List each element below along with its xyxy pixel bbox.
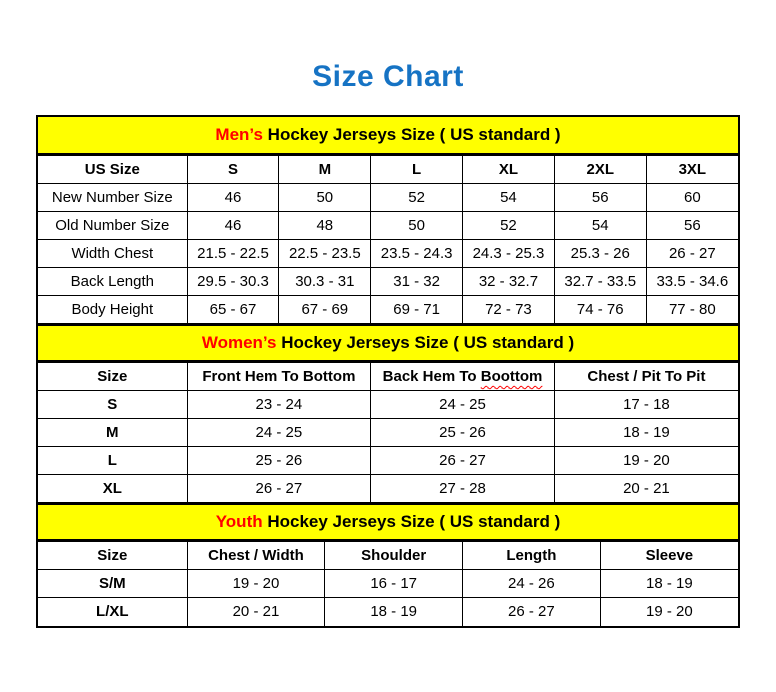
column-header: M: [279, 156, 371, 184]
column-header: Chest / Pit To Pit: [554, 363, 738, 391]
table-row: [38, 598, 738, 626]
mens-section: [38, 117, 738, 324]
column-header: Shoulder: [325, 542, 463, 570]
table-row: [38, 268, 738, 296]
row-label: New Number Size: [38, 184, 187, 212]
youth-section-header-highlight: Youth: [215, 512, 263, 531]
column-header: Back Hem To Boottom: [371, 363, 555, 391]
size-value: 22.5 - 23.5: [279, 240, 371, 268]
row-label: M: [38, 419, 187, 447]
size-value: 30.3 - 31: [279, 268, 371, 296]
column-header: Size: [38, 363, 187, 391]
size-value: 19 - 20: [554, 447, 738, 475]
table-row: [38, 296, 738, 324]
size-value: 26 - 27: [187, 475, 371, 503]
table-row: [38, 240, 738, 268]
mens-size-table: [38, 155, 738, 324]
size-value: 26 - 27: [646, 240, 738, 268]
size-value: 60: [646, 184, 738, 212]
size-value: 46: [187, 184, 279, 212]
size-value: 31 - 32: [371, 268, 463, 296]
youth-table-body: [38, 570, 738, 626]
womens-section-header-highlight: Women’s: [201, 333, 277, 352]
column-header: Chest / Width: [187, 542, 325, 570]
size-value: 24 - 25: [187, 419, 371, 447]
size-value: 33.5 - 34.6: [646, 268, 738, 296]
row-label: L: [38, 447, 187, 475]
size-value: 65 - 67: [187, 296, 279, 324]
row-label: Width Chest: [38, 240, 187, 268]
row-label: Back Length: [38, 268, 187, 296]
column-header: US Size: [38, 156, 187, 184]
row-label: S: [38, 391, 187, 419]
table-row: [38, 391, 738, 419]
size-value: 19 - 20: [187, 570, 325, 598]
size-value: 20 - 21: [554, 475, 738, 503]
column-header: 3XL: [646, 156, 738, 184]
table-row: [38, 184, 738, 212]
size-value: 32.7 - 33.5: [554, 268, 646, 296]
size-value: 74 - 76: [554, 296, 646, 324]
mens-section-header-text: Hockey Jerseys Size ( US standard ): [262, 125, 561, 144]
size-value: 27 - 28: [371, 475, 555, 503]
misspelled-word: Boottom: [480, 368, 543, 385]
size-chart: [36, 115, 740, 628]
size-value: 56: [646, 212, 738, 240]
mens-header-row: [38, 156, 738, 184]
size-value: 19 - 20: [600, 598, 738, 626]
column-header: L: [371, 156, 463, 184]
column-header: Sleeve: [600, 542, 738, 570]
row-label: L/XL: [38, 598, 187, 626]
womens-table-body: [38, 391, 738, 503]
size-value: 26 - 27: [371, 447, 555, 475]
mens-section-header: [38, 117, 738, 155]
size-value: 25.3 - 26: [554, 240, 646, 268]
youth-section-header-text: Hockey Jerseys Size ( US standard ): [262, 512, 561, 531]
size-value: 18 - 19: [600, 570, 738, 598]
mens-table-body: [38, 184, 738, 324]
size-value: 29.5 - 30.3: [187, 268, 279, 296]
column-header: 2XL: [554, 156, 646, 184]
size-value: 56: [554, 184, 646, 212]
size-value: 50: [279, 184, 371, 212]
size-value: 25 - 26: [371, 419, 555, 447]
size-value: 72 - 73: [463, 296, 555, 324]
size-value: 24 - 25: [371, 391, 555, 419]
size-value: 24.3 - 25.3: [463, 240, 555, 268]
womens-section: [38, 324, 738, 503]
size-value: 24 - 26: [463, 570, 601, 598]
youth-size-table: [38, 541, 738, 626]
size-value: 21.5 - 22.5: [187, 240, 279, 268]
table-row: [38, 212, 738, 240]
size-value: 18 - 19: [325, 598, 463, 626]
size-value: 26 - 27: [463, 598, 601, 626]
column-header: Length: [463, 542, 601, 570]
page-title: Size Chart: [312, 60, 464, 93]
column-header: S: [187, 156, 279, 184]
size-value: 54: [554, 212, 646, 240]
youth-section: [38, 503, 738, 626]
size-value: 69 - 71: [371, 296, 463, 324]
size-value: 48: [279, 212, 371, 240]
youth-header-row: [38, 542, 738, 570]
size-value: 52: [371, 184, 463, 212]
table-row: [38, 570, 738, 598]
size-value: 54: [463, 184, 555, 212]
column-header: Front Hem To Bottom: [187, 363, 371, 391]
size-value: 46: [187, 212, 279, 240]
table-row: [38, 447, 738, 475]
womens-section-header-text: Hockey Jerseys Size ( US standard ): [276, 333, 575, 352]
table-row: [38, 419, 738, 447]
size-value: 77 - 80: [646, 296, 738, 324]
column-header: XL: [463, 156, 555, 184]
table-row: [38, 475, 738, 503]
size-value: 23.5 - 24.3: [371, 240, 463, 268]
column-header: Size: [38, 542, 187, 570]
size-value: 32 - 32.7: [463, 268, 555, 296]
row-label: Body Height: [38, 296, 187, 324]
row-label: Old Number Size: [38, 212, 187, 240]
size-value: 67 - 69: [279, 296, 371, 324]
size-value: 23 - 24: [187, 391, 371, 419]
size-value: 17 - 18: [554, 391, 738, 419]
womens-size-table: [38, 362, 738, 503]
size-value: 18 - 19: [554, 419, 738, 447]
womens-section-header: [38, 324, 738, 362]
size-value: 50: [371, 212, 463, 240]
size-value: 16 - 17: [325, 570, 463, 598]
youth-section-header: [38, 503, 738, 541]
womens-header-row: [38, 363, 738, 391]
mens-section-header-highlight: Men’s: [215, 125, 263, 144]
size-value: 20 - 21: [187, 598, 325, 626]
row-label: XL: [38, 475, 187, 503]
row-label: S/M: [38, 570, 187, 598]
size-value: 25 - 26: [187, 447, 371, 475]
size-value: 52: [463, 212, 555, 240]
